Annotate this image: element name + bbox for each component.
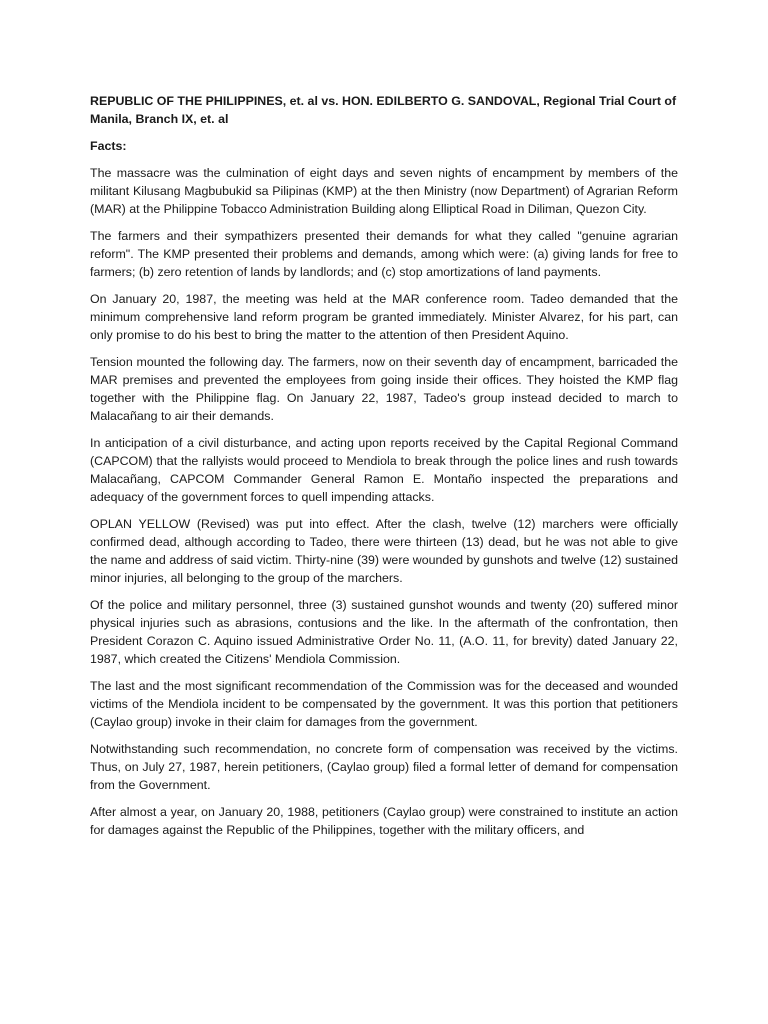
paragraph-3: On January 20, 1987, the meeting was held at the MAR conference room. Tadeo demanded that the minimum comprehensive land reform program be granted immediately. Minister Alvarez, for his part, can only promise to do his best to bring the matter to the attention of then President Aquino. [90, 292, 678, 342]
paragraph-10: After almost a year, on January 20, 1988, petitioners (Caylao group) were constrained to institute an action for damages against the Republic of the Philippines, together with the military officers, and [90, 805, 678, 837]
paragraph-8: The last and the most significant recommendation of the Commission was for the deceased and wounded victims of the Mendiola incident to be compensated by the government. It was this portion that petitioners (Caylao group) invoke in their claim for damages from the government. [90, 679, 678, 729]
paragraph-4: Tension mounted the following day. The farmers, now on their seventh day of encampment, barricaded the MAR premises and prevented the employees from going inside their offices. They hoisted the KMP flag together with the Philippine flag. On January 22, 1987, Tadeo's group instead decided to march to Malacañang to air their demands. [90, 355, 678, 423]
facts-heading: Facts: [90, 139, 127, 153]
paragraph-2: The farmers and their sympathizers presented their demands for what they called "genuine agrarian reform". The KMP presented their problems and demands, among which were: (a) giving lands for free to farmers; (b) zero retention of lands by landlords; and (c) stop amortizations of land payments. [90, 229, 678, 279]
paragraph-7: Of the police and military personnel, three (3) sustained gunshot wounds and twenty (20) suffered minor physical injuries such as abrasions, contusions and the like. In the aftermath of the confrontation, then President Corazon C. Aquino issued Administrative Order No. 11, (A.O. 11, for brevity) dated January 22, 1987, which created the Citizens' Mendiola Commission. [90, 598, 678, 666]
paragraph-6: OPLAN YELLOW (Revised) was put into effect. After the clash, twelve (12) marchers were officially confirmed dead, although according to Tadeo, there were thirteen (13) dead, but he was not able to give the name and address of said victim. Thirty-nine (39) were wounded by gunshots and twelve (12) sustained minor injuries, all belonging to the group of the marchers. [90, 517, 678, 585]
case-title: REPUBLIC OF THE PHILIPPINES, et. al vs. HON. EDILBERTO G. SANDOVAL, Regional Trial Court of Manila, Branch IX, et. al [90, 94, 677, 126]
paragraph-5: In anticipation of a civil disturbance, and acting upon reports received by the Capital Regional Command (CAPCOM) that the rallyists would proceed to Mendiola to break through the police lines and rush towards Malacañang, CAPCOM Commander General Ramon E. Montaño inspected the preparations and adequacy of the government forces to quell impending attacks. [90, 436, 678, 504]
paragraph-9: Notwithstanding such recommendation, no concrete form of compensation was received by the victims. Thus, on July 27, 1987, herein petitioners, (Caylao group) filed a formal letter of demand for compensation from the Government. [90, 742, 678, 792]
document-page [90, 92, 678, 848]
paragraph-1: The massacre was the culmination of eight days and seven nights of encampment by members of the militant Kilusang Magbubukid sa Pilipinas (KMP) at the then Ministry (now Department) of Agrarian Reform (MAR) at the Philippine Tobacco Administration Building along Elliptical Road in Diliman, Quezon City. [90, 166, 678, 216]
